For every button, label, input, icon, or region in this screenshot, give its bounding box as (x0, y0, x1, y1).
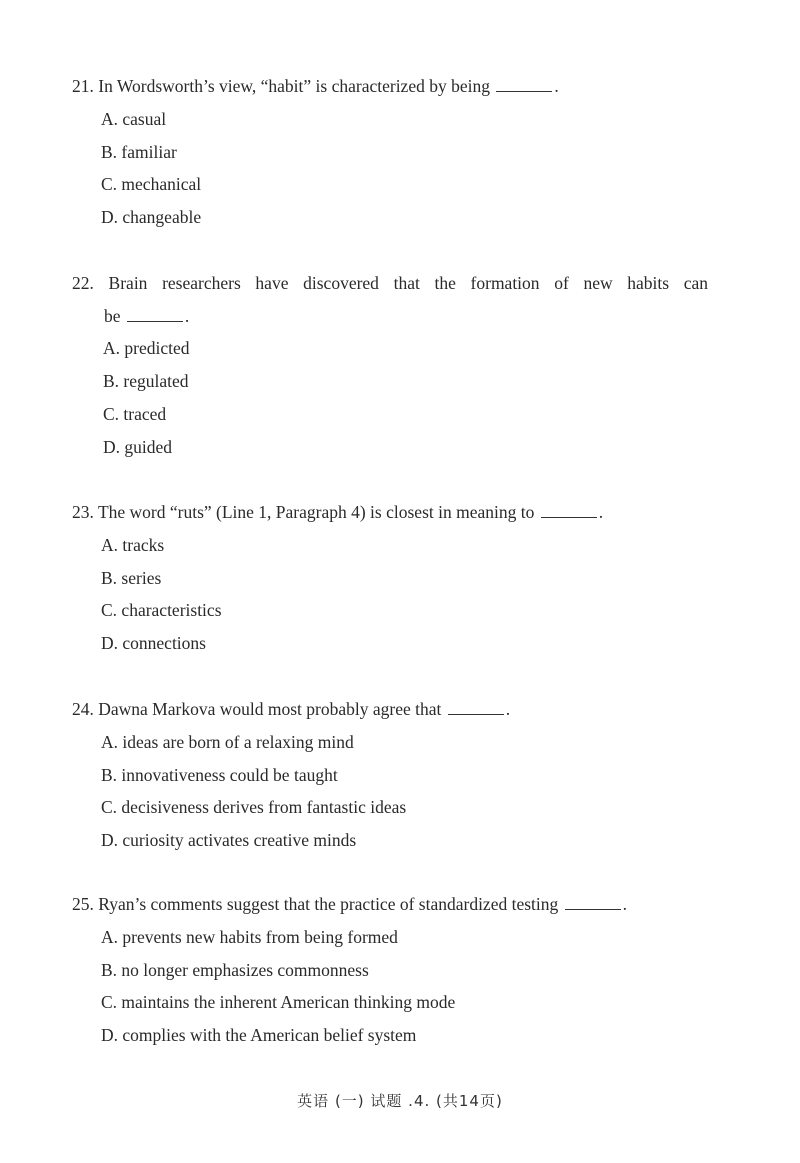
page-footer: 英语 (一) 试题 .4. (共14页) (297, 1092, 503, 1110)
option: C. maintains the inherent American thinking mode (101, 992, 456, 1012)
option: B. regulated (103, 371, 189, 391)
question-24-stem: 24. Dawna Markova would most probably agree that . (72, 699, 511, 719)
question-22-stem: 22. Brain researchers have discovered that the formation of new habits can be . (72, 273, 709, 326)
option: C. characteristics (101, 600, 222, 620)
option: B. no longer emphasizes commonness (101, 960, 369, 980)
question-number: 25. (72, 894, 94, 914)
option: D. changeable (101, 207, 202, 227)
answer-blank (448, 713, 504, 715)
option: B. familiar (101, 142, 177, 162)
option: D. curiosity activates creative minds (101, 830, 357, 850)
question-25-stem: 25. Ryan’s comments suggest that the practice of standardized testing . (72, 894, 628, 914)
question-text: The word “ruts” (Line 1, Paragraph 4) is closest in meaning to (97, 502, 535, 522)
option: A. ideas are born of a relaxing mind (101, 732, 354, 752)
option: B. innovativeness could be taught (101, 765, 338, 785)
question-number: 21. (72, 76, 94, 96)
question-23-stem: 23. The word “ruts” (Line 1, Paragraph 4) is closest in meaning to . (72, 502, 604, 522)
option: A. prevents new habits from being formed (101, 927, 398, 947)
question-text-continued: be (104, 306, 121, 326)
question-21-stem: 21. In Wordsworth’s view, “habit” is characterized by being . (72, 76, 559, 96)
question-text: In Wordsworth’s view, “habit” is characterized by being (98, 76, 490, 96)
answer-blank (496, 90, 552, 92)
answer-blank (565, 908, 621, 910)
question-number: 24. (72, 699, 94, 719)
option: C. traced (103, 404, 167, 424)
option: D. guided (103, 437, 173, 457)
option: A. tracks (101, 535, 165, 555)
question-text: Dawna Markova would most probably agree that (98, 699, 442, 719)
question-text: Ryan’s comments suggest that the practice of standardized testing (98, 894, 559, 914)
option: B. series (101, 568, 162, 588)
option: C. decisiveness derives from fantastic ideas (101, 797, 407, 817)
option: D. complies with the American belief system (101, 1025, 417, 1045)
question-number: 22. (72, 273, 94, 293)
option: C. mechanical (101, 174, 202, 194)
question-text: Brain researchers have discovered that the formation of new habits can (108, 273, 709, 293)
option: A. casual (101, 109, 167, 129)
option: D. connections (101, 633, 206, 653)
option: A. predicted (103, 338, 190, 358)
answer-blank (127, 320, 183, 322)
question-number: 23. (72, 502, 94, 522)
answer-blank (541, 516, 597, 518)
